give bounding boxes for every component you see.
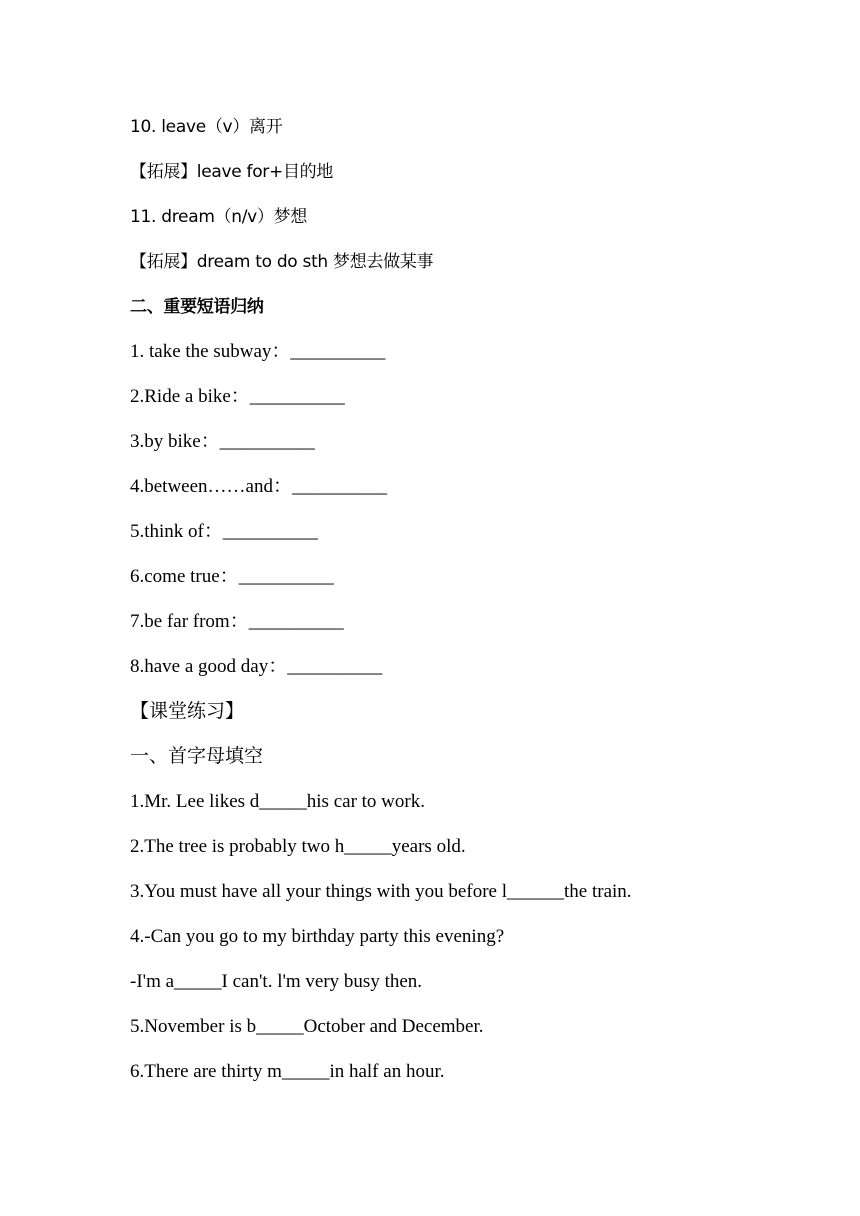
vocab-extension-dream: 【拓展】dream to do sth 梦想去做某事 xyxy=(130,252,434,272)
question-text: 4.-Can you go to my birthday party this evening? xyxy=(130,926,505,947)
phrase-label: 8.have a good day： xyxy=(130,656,288,677)
answer-blank: __________ xyxy=(222,521,318,542)
answer-blank: __________ xyxy=(248,611,344,632)
phrase-label: 4.between……and： xyxy=(130,476,292,497)
answer-blank: __________ xyxy=(290,341,386,362)
vocab-item-dream: 11. dream（n/v）梦想 xyxy=(130,207,308,227)
answer-line xyxy=(130,970,422,994)
answer-blank: __________ xyxy=(249,386,345,407)
question-item xyxy=(130,1060,444,1084)
answer-blank: _____ xyxy=(344,836,392,857)
phrase-label: 2.Ride a bike： xyxy=(130,386,250,407)
question-text: the train. xyxy=(564,881,632,902)
phrase-label: 5.think of： xyxy=(130,521,223,542)
section-heading-phrases: 二、重要短语归纳 xyxy=(130,297,264,317)
question-item xyxy=(130,925,504,949)
phrase-label: 7.be far from： xyxy=(130,611,249,632)
practice-subheading: 一、首字母填空 xyxy=(130,746,264,767)
phrase-item xyxy=(130,655,382,679)
question-text: 2.The tree is probably two h xyxy=(130,836,345,857)
question-item xyxy=(130,835,466,859)
vocab-item-leave: 10. leave（v）离开 xyxy=(130,117,283,137)
question-item xyxy=(130,790,425,814)
vocab-extension-leave: 【拓展】leave for+目的地 xyxy=(130,162,334,182)
answer-blank: _____ xyxy=(256,1016,304,1037)
phrase-item xyxy=(130,385,345,409)
answer-blank: _____ xyxy=(281,1061,330,1082)
answer-blank: ______ xyxy=(507,881,564,902)
question-text: 3.You must have all your things with you before l xyxy=(130,881,507,902)
phrase-item xyxy=(130,565,334,589)
question-text: 5.November is b xyxy=(130,1016,257,1037)
practice-heading: 【课堂练习】 xyxy=(130,701,245,722)
phrase-item xyxy=(130,340,385,364)
answer-blank: __________ xyxy=(291,476,387,497)
phrase-label: 1. take the subway： xyxy=(130,341,291,362)
question-text: I can't. l'm very busy then. xyxy=(221,971,423,992)
answer-blank: __________ xyxy=(287,656,383,677)
phrase-item xyxy=(130,610,344,634)
phrase-item xyxy=(130,430,315,454)
phrase-item xyxy=(130,475,387,499)
phrase-label: 3.by bike： xyxy=(130,431,220,452)
question-text: 6.There are thirty m xyxy=(130,1061,282,1082)
answer-blank: __________ xyxy=(219,431,315,452)
answer-blank: _____ xyxy=(174,971,222,992)
question-item xyxy=(130,880,632,904)
question-text: 1.Mr. Lee likes d xyxy=(130,791,260,812)
phrase-item xyxy=(130,520,318,544)
answer-blank: __________ xyxy=(238,566,334,587)
answer-blank: _____ xyxy=(259,791,307,812)
question-text: in half an hour. xyxy=(329,1061,445,1082)
phrase-label: 6.come true： xyxy=(130,566,239,587)
question-text: October and December. xyxy=(303,1016,484,1037)
question-text: years old. xyxy=(391,836,466,857)
question-text: his car to work. xyxy=(306,791,425,812)
question-text: -I'm a xyxy=(130,971,175,992)
question-item xyxy=(130,1015,484,1039)
